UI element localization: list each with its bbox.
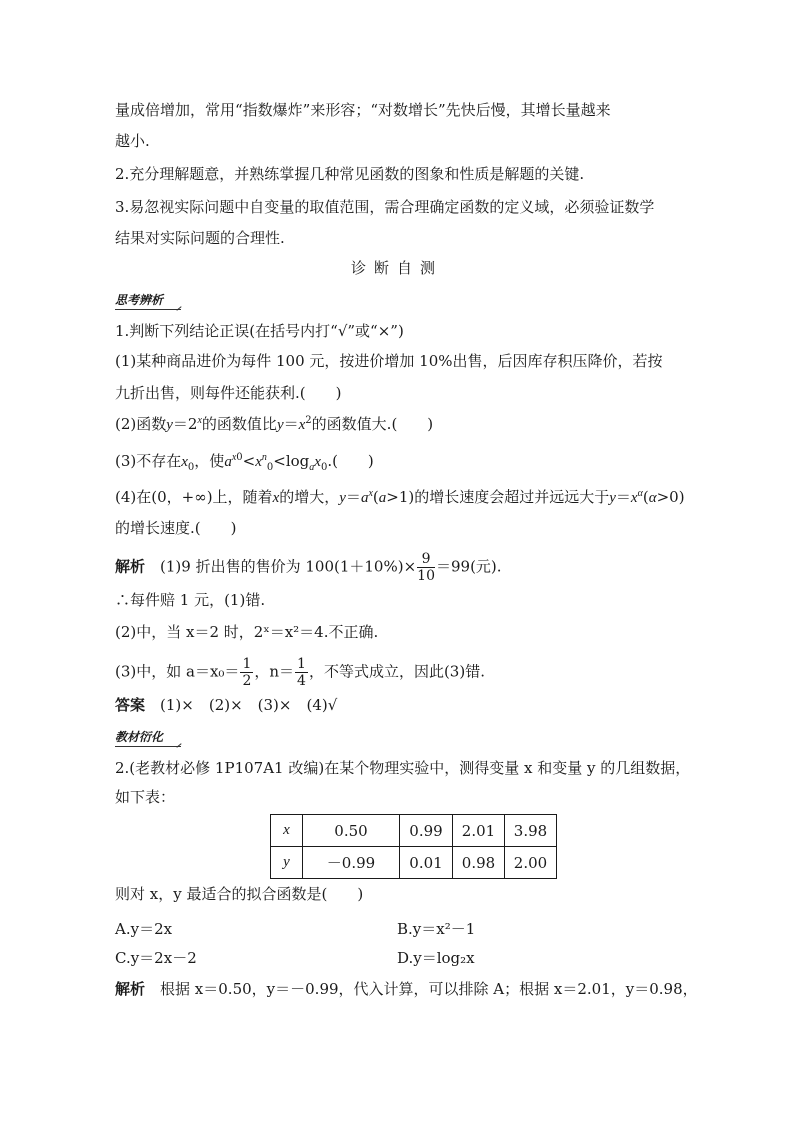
- table-header-cell: x: [271, 815, 303, 847]
- section-tag: [115, 729, 173, 745]
- solution-text: ＝99(元).: [435, 557, 502, 576]
- section-title: 诊断自测: [350, 259, 443, 277]
- question-stem: 如下表：: [115, 788, 176, 806]
- option-a: A.y＝2x: [115, 920, 173, 938]
- item-text: (2)函数: [115, 415, 167, 433]
- solution-line: (2)中，当 x＝2 时，2ˣ＝x²＝4.不正确.: [115, 623, 379, 641]
- option-b: B.y＝x²－1: [397, 920, 476, 938]
- solution-line: ∴每件赔 1 元，(1)错.: [115, 591, 266, 609]
- question-item: (2)函数$y=2^x$的函数值比$y=x^2$的函数值大.( ): [115, 415, 434, 433]
- table-cell: 2.00: [505, 847, 557, 879]
- data-table: [270, 814, 557, 879]
- question-item: (3)不存在$x_0$，使$a^{x0}<x^n_0<\log_ax_0$.( ): [115, 452, 374, 473]
- fraction: $\frac{1}{4}$: [297, 656, 306, 689]
- option-d: D.y＝log₂x: [397, 949, 475, 967]
- item-text: .( ): [327, 452, 374, 470]
- option-c: C.y＝2x－2: [115, 949, 197, 967]
- paragraph-line: 量成倍增加，常用“指数爆炸”来形容；“对数增长”先快后慢，其增长量越来: [115, 101, 611, 119]
- table-cell: 0.50: [303, 815, 400, 847]
- answer-line: [115, 694, 337, 716]
- paragraph-line: 3.易忽视实际问题中自变量的取值范围，需合理确定函数的定义域，必须验证数学: [115, 198, 655, 216]
- paragraph-line: 2.充分理解题意，并熟练掌握几种常见函数的图象和性质是解题的关键.: [115, 165, 585, 183]
- table-row: [271, 815, 557, 847]
- solution-label: 解析: [115, 980, 146, 998]
- question-stem: 2.(老教材必修 1P107A1 改编)在某个物理实验中，测得变量 x 和变量 y 的几组数据，: [115, 759, 691, 777]
- section-tag: [115, 292, 173, 308]
- item-text: 的函数值大.( ): [311, 415, 434, 433]
- solution-text: 根据 x＝0.50，y＝－0.99，代入计算，可以排除 A；根据 x＝2.01，y＝0.98，: [160, 980, 698, 998]
- table-header-cell: y: [271, 847, 303, 879]
- solution-line: [115, 978, 698, 1000]
- fraction: $\frac{1}{2}$: [242, 656, 252, 689]
- question-item: 的增长速度.( ): [115, 519, 237, 537]
- table-cell: 0.98: [453, 847, 505, 879]
- solution-text: (3)中，如 a＝x₀＝: [115, 662, 240, 681]
- table-row: [271, 847, 557, 879]
- table-cell: 0.01: [400, 847, 453, 879]
- section-tag-label: 思考辨析: [115, 293, 164, 307]
- table-cell: －0.99: [303, 847, 400, 879]
- table-cell: 3.98: [505, 815, 557, 847]
- question-item: (4)在(0，+∞)上，随着x的增大，$y=a^x(a>1)$的增长速度会超过并远远大于$y=x^\alpha(\alpha>0)$: [115, 488, 685, 506]
- item-text: 的增大，: [279, 488, 340, 506]
- question-item: 九折出售，则每件还能获利.( ): [115, 384, 342, 402]
- item-text: 的函数值比: [201, 415, 277, 433]
- item-text: 的增长速度会超过并远远大于: [414, 488, 610, 506]
- tag-underline: [115, 309, 181, 310]
- fraction: $\frac{9}{10}$: [417, 551, 435, 584]
- solution-text: (1)9 折出售的售价为 100(1＋10%)×: [160, 557, 417, 576]
- solution-text: ，n＝: [254, 662, 295, 681]
- table-cell: 0.99: [400, 815, 453, 847]
- question-stem: 1.判断下列结论正误(在括号内打“√”或“×”): [115, 322, 404, 340]
- item-text: (4)在(0，+∞)上，随着: [115, 488, 273, 506]
- question-ask: 则对 x，y 最适合的拟合函数是( ): [115, 885, 364, 903]
- tag-underline: [115, 746, 181, 747]
- answer-label: 答案: [115, 696, 146, 714]
- table-cell: 2.01: [453, 815, 505, 847]
- item-text: (3)不存在: [115, 452, 182, 470]
- paragraph-line: 结果对实际问题的合理性.: [115, 229, 285, 247]
- answer-text: (1)× (2)× (3)× (4)√: [160, 696, 338, 714]
- paragraph-line: 越小.: [115, 132, 150, 150]
- section-tag-label: 教材衍化: [115, 730, 164, 744]
- solution-line: [115, 551, 502, 584]
- solution-line: [115, 656, 485, 689]
- solution-text: ，不等式成立，因此(3)错.: [308, 662, 485, 681]
- item-text: ，使: [194, 452, 225, 470]
- question-item: (1)某种商品进价为每件 100 元，按进价增加 10%出售，后因库存积压降价，若按: [115, 352, 663, 370]
- solution-label: 解析: [115, 557, 146, 576]
